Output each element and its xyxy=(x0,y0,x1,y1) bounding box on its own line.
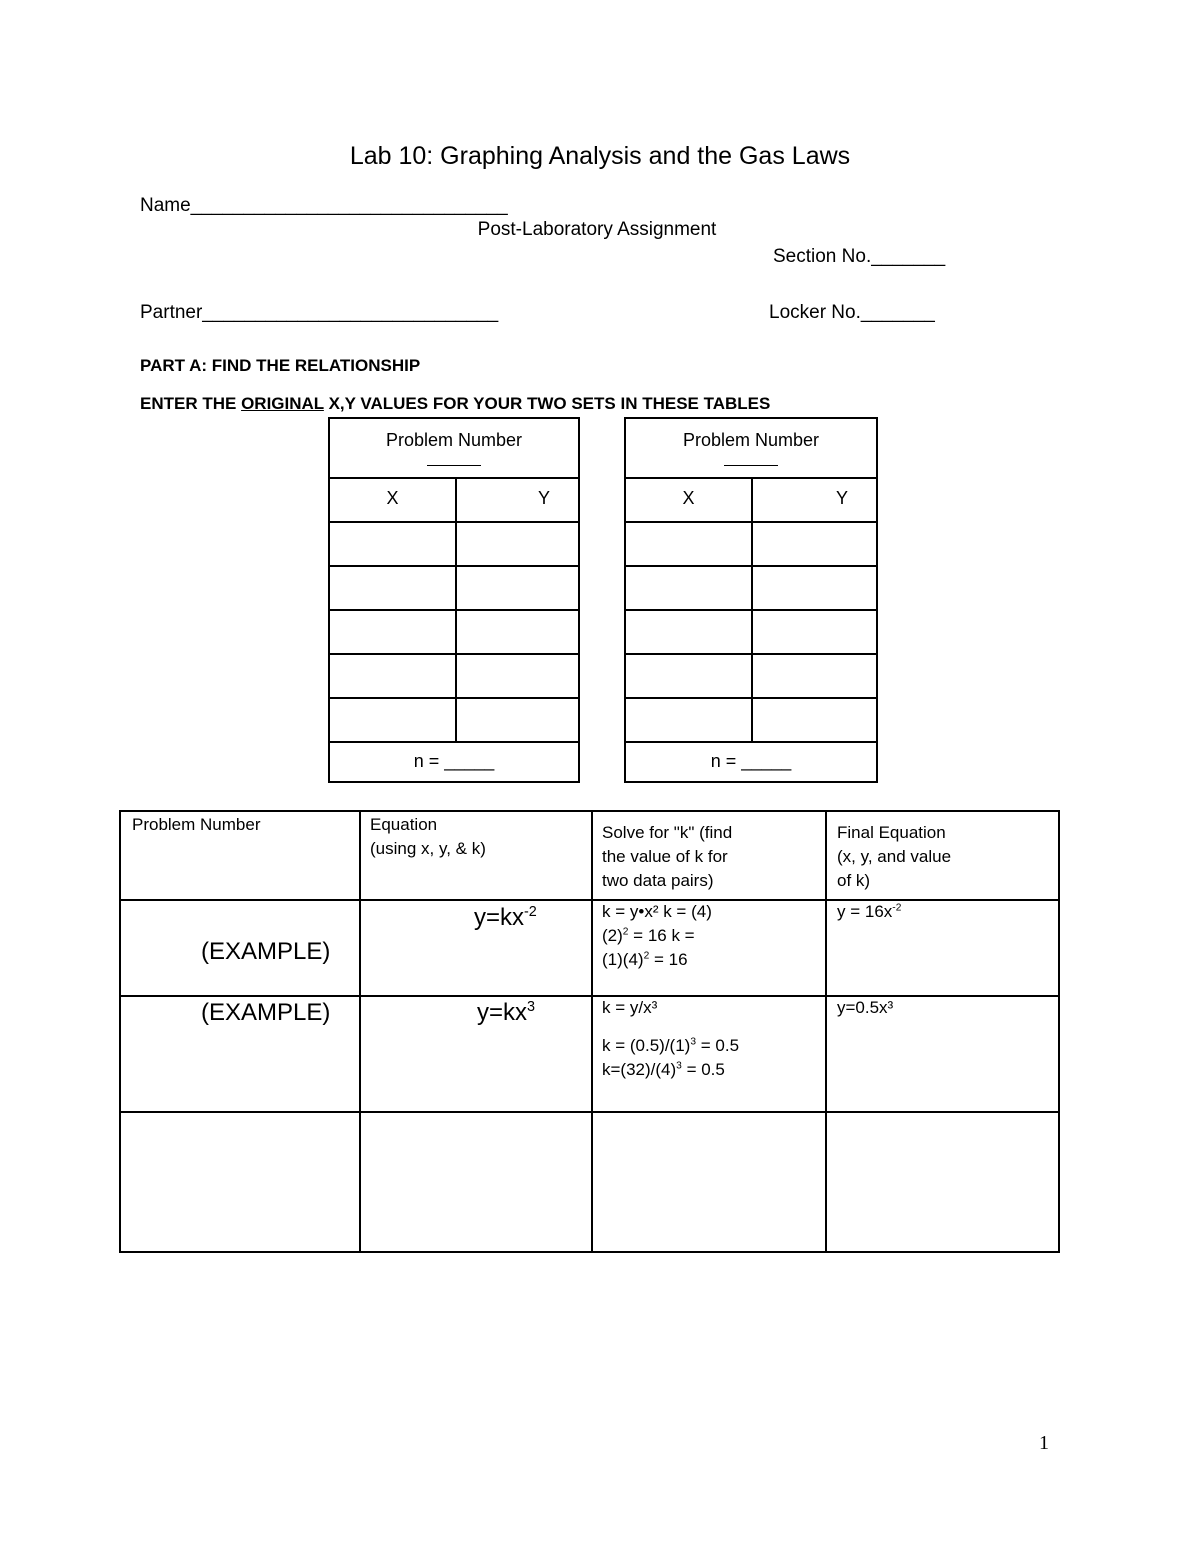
solve-step-part: (2) xyxy=(602,926,623,945)
example-equation xyxy=(474,906,537,930)
table-row xyxy=(330,609,578,655)
xy-column-header-row xyxy=(330,477,578,523)
x-input-cell[interactable] xyxy=(626,653,753,697)
x-input-cell[interactable] xyxy=(626,609,753,653)
equation-input[interactable] xyxy=(361,1113,589,1251)
xy-table-header xyxy=(626,419,876,479)
y-input-cell[interactable] xyxy=(753,521,876,565)
instruction-post: X,Y VALUES FOR YOUR TWO SETS IN THESE TABLES xyxy=(323,394,771,413)
x-input-cell[interactable] xyxy=(626,565,753,609)
table-row xyxy=(330,565,578,611)
problem-number-blank[interactable] xyxy=(724,465,778,466)
partner-field[interactable]: Partner____________________________ xyxy=(140,302,499,323)
final-equation-header-line: of k) xyxy=(837,871,871,890)
y-input-cell[interactable] xyxy=(457,653,578,697)
problem-number-label: Problem Number xyxy=(682,430,820,450)
problem-number-input[interactable] xyxy=(121,1113,357,1251)
subtitle: Post-Laboratory Assignment xyxy=(477,219,717,240)
solve-step-part: = 0.5 xyxy=(681,1060,725,1079)
y-column-header: Y xyxy=(835,488,848,508)
solve-step-part: (1)(4) xyxy=(602,950,644,969)
table-row xyxy=(626,697,876,743)
solve-k-example xyxy=(602,900,712,972)
y-input-cell[interactable] xyxy=(753,565,876,609)
table-row xyxy=(330,521,578,567)
solve-step: k = y•x² k = (4) xyxy=(602,902,712,921)
final-equation-header-line: Final Equation xyxy=(837,823,946,842)
equation-base: y=kx xyxy=(474,904,525,931)
solve-step xyxy=(602,948,712,972)
solve-step-part: k = (0.5)/(1) xyxy=(602,1036,691,1055)
table-row xyxy=(330,697,578,743)
section-number-field[interactable]: Section No._______ xyxy=(773,246,946,267)
instruction-pre: ENTER THE xyxy=(140,394,242,413)
x-input-cell[interactable] xyxy=(330,521,457,565)
table-row xyxy=(626,565,876,611)
table-row xyxy=(330,653,578,699)
problem-number-label: Problem Number xyxy=(385,430,523,450)
x-input-cell[interactable] xyxy=(330,565,457,609)
x-input-cell[interactable] xyxy=(330,697,457,741)
n-count-field[interactable]: n = _____ xyxy=(413,751,495,771)
solve-step-exponent: 2 xyxy=(643,950,650,962)
solve-k-example xyxy=(602,996,739,1082)
equation-exponent: 3 xyxy=(527,999,536,1015)
y-input-cell[interactable] xyxy=(753,653,876,697)
locker-number-field[interactable]: Locker No._______ xyxy=(769,302,935,323)
y-input-cell[interactable] xyxy=(753,609,876,653)
instruction-underlined: ORIGINAL xyxy=(241,394,324,413)
xy-table-header xyxy=(330,419,578,479)
y-input-cell[interactable] xyxy=(753,697,876,741)
solve-k-header xyxy=(602,821,732,893)
final-equation-header-line: (x, y, and value xyxy=(837,847,952,866)
solve-step-exponent: 3 xyxy=(676,1060,682,1072)
row-divider xyxy=(121,899,1058,901)
example-label: (EXAMPLE) xyxy=(201,938,331,965)
example-label: (EXAMPLE) xyxy=(201,999,331,1026)
solve-k-header-line: the value of k for xyxy=(602,847,728,866)
solve-step-part: = 0.5 xyxy=(696,1036,740,1055)
solve-k-header-line: two data pairs) xyxy=(602,871,714,890)
name-field[interactable]: Name______________________________ xyxy=(140,195,508,216)
solve-k-header-line: Solve for "k" (find xyxy=(602,823,733,842)
xy-data-table-1 xyxy=(328,417,580,783)
x-column-header: X xyxy=(626,477,753,521)
n-count-field[interactable]: n = _____ xyxy=(710,751,792,771)
solve-step: k = y/x³ xyxy=(602,998,658,1017)
equation-header-line: Equation xyxy=(370,815,438,834)
x-column-header: X xyxy=(330,477,457,521)
page-title: Lab 10: Graphing Analysis and the Gas Laws xyxy=(349,142,851,170)
instruction-text xyxy=(140,394,770,414)
problem-number-header: Problem Number xyxy=(132,815,261,834)
final-equation-base: y = 16x xyxy=(837,902,893,921)
xy-column-header-row xyxy=(626,477,876,523)
final-equation-exponent: -2 xyxy=(892,902,902,914)
example-equation xyxy=(477,1001,535,1025)
solve-step xyxy=(602,924,712,948)
x-input-cell[interactable] xyxy=(330,653,457,697)
solve-step-part: k=(32)/(4) xyxy=(602,1060,677,1079)
solve-step-part: = 16 k = xyxy=(628,926,695,945)
y-input-cell[interactable] xyxy=(457,609,578,653)
equation-base: y=kx xyxy=(477,999,528,1026)
problem-number-blank[interactable] xyxy=(427,465,481,466)
final-equation-example: y=0.5x³ xyxy=(837,998,894,1017)
y-input-cell[interactable] xyxy=(457,521,578,565)
y-input-cell[interactable] xyxy=(457,697,578,741)
equation-header xyxy=(370,813,486,861)
y-column-header: Y xyxy=(537,488,550,508)
final-equation-example xyxy=(837,900,901,924)
solve-step-part: = 16 xyxy=(649,950,688,969)
equation-exponent: -2 xyxy=(524,904,537,920)
solve-step-exponent: 2 xyxy=(622,926,629,938)
final-equation-header xyxy=(837,821,951,893)
solve-step-exponent: 3 xyxy=(690,1036,697,1048)
solve-k-input[interactable] xyxy=(593,1113,823,1251)
part-a-heading: PART A: FIND THE RELATIONSHIP xyxy=(140,356,421,375)
table-row xyxy=(626,609,876,655)
solve-step xyxy=(602,1058,739,1082)
x-input-cell[interactable] xyxy=(626,697,753,741)
table-row xyxy=(626,653,876,699)
y-input-cell[interactable] xyxy=(457,565,578,609)
x-input-cell[interactable] xyxy=(626,521,753,565)
xy-data-table-2 xyxy=(624,417,878,783)
row-divider xyxy=(121,995,1058,997)
spacer xyxy=(602,1020,739,1034)
solve-step xyxy=(602,1034,739,1058)
equation-header-line: (using x, y, & k) xyxy=(370,839,486,858)
final-equation-input[interactable] xyxy=(827,1113,1058,1251)
table-row xyxy=(626,521,876,567)
equation-table xyxy=(119,810,1060,1253)
page-number: 1 xyxy=(1039,1432,1049,1454)
x-input-cell[interactable] xyxy=(330,609,457,653)
